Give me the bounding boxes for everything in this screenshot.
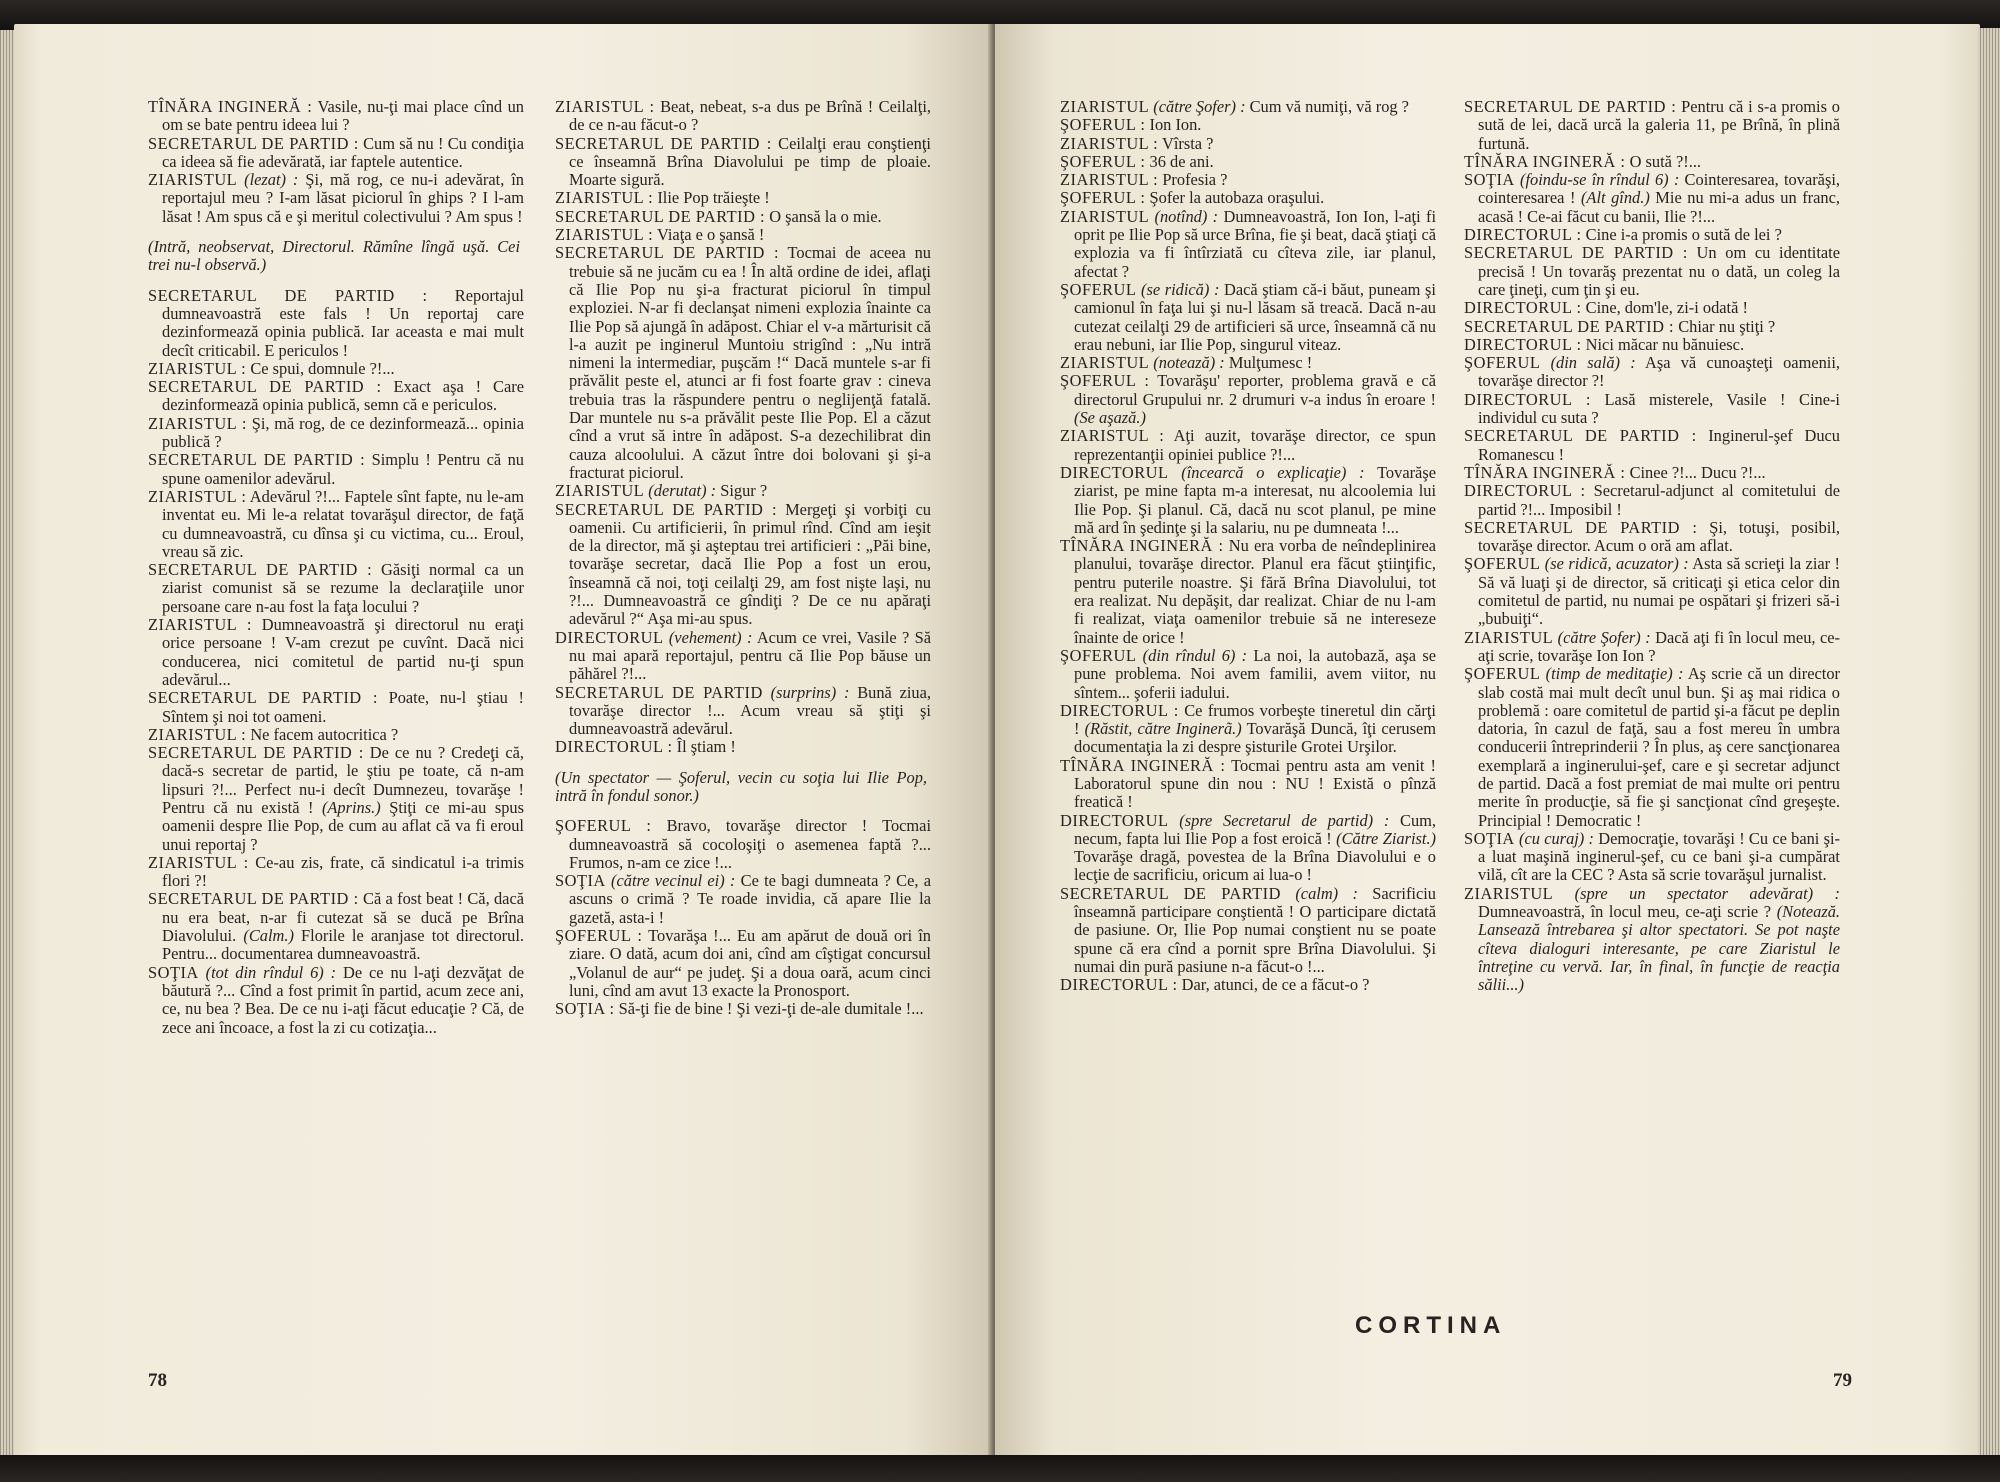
line-text: Tovarăşu' reporter, problema gravă e că directorul Grupului nr. 2 drumuri v-a indus în eroare ! (1074, 371, 1437, 409)
stage-note: (notează) : (1149, 353, 1225, 373)
line-text: Vasile, nu-ţi mai place cînd un om se bate pentru ideea lui ? (162, 97, 524, 135)
dialogue-line (148, 415, 524, 452)
dialogue-line (148, 744, 524, 854)
dialogue-line (1464, 519, 1840, 556)
stage-note: (se ridică, acuzator) : (1540, 554, 1689, 574)
speaker-name: ZIARISTUL (1060, 353, 1150, 373)
stage-note: (către vecinul ei) : (605, 871, 736, 891)
dialogue-line (555, 872, 931, 927)
line-text: Tocmai de aceea nu trebuie să ne jucăm cu ea ! În altă ordine de idei, aflaţi că Ilie Pop nu şi-a fracturat piciorul în timpul exploziei. N-ar fi declanşat nimeni explozia înainte ca Ilie Pop să ajungă în adăpost. Chiar el v-a mărturisit că l-a auzit pe inginerul Muntoiu strigînd : „Nu intră nimeni la intermediar, puşcăm !“ Dacă muntele s-ar fi prăvălit peste el, atunci ar fi fost foarte grav : cineva trebuia tras la răspundere pentru o neglijenţă fatală. Dar muntele nu s-a prăvălit peste Ilie Pop. El a căzut cînd a vrut să intre în adăpost. S-a dezechilibrat din cauza alcoolului. A căzut între doi bolovani şi şi-a fracturat piciorul. (569, 243, 931, 482)
speaker-name: ZIARISTUL : (148, 486, 247, 506)
line-text: Ce te bagi dumneata ? Ce, a ascuns o crimă ? Te roade invidia, că apare Ilie la gazetă, asta-i ! (569, 871, 931, 927)
line-text: Sacrificiu înseamnă participare conştientă ! O participare dictată de pasiune. Or, Ilie Pop numai conştient nu se poate spune că era cînd a pornit spre Brîna Diavolului. Şi numai din pură pasiune n-a făcut-o !... (1074, 883, 1437, 976)
stage-note: (către Şofer) : (1149, 97, 1246, 116)
stage-note: (Alt gînd.) (1575, 188, 1650, 208)
line-text: Beat, nebeat, s-a dus pe Brînă ! Ceilalţi, de ce n-au făcut-o ? (569, 97, 932, 135)
speaker-name: SECRETARUL DE PARTID : (1464, 426, 1697, 446)
stage-note: (tot din rîndul 6) : (198, 962, 337, 982)
dialogue-line (1060, 135, 1436, 153)
stage-note: (Aprins.) (313, 797, 381, 817)
speaker-name: SECRETARUL DE PARTID : (148, 377, 382, 397)
speaker-name: SECRETARUL DE PARTID (1060, 883, 1281, 903)
stage-direction: (Un spectator — Şoferul, vecin cu soţia lui Ilie Pop, intră în fondul sonor.) (555, 767, 927, 805)
page-number-right: 79 (1833, 1370, 1852, 1391)
line-text: Îl ştiam ! (672, 737, 736, 757)
dialogue-line (555, 135, 931, 190)
dialogue-line (1464, 226, 1840, 244)
speaker-name: ŞOFERUL (1060, 279, 1137, 299)
line-text: De ce nu l-aţi dezvăţat de băutură ?... Cînd a fost primit în partid, acum zece ani, ce, nu bea ? Bea. De ce nu i-aţi făcut educaţie ? Că, de zece ani încoace, a fost la zi cu cotizaţia... (162, 962, 524, 1037)
dialogue-line (555, 244, 931, 482)
stage-note: (Răstit, către Inginerã.) (1079, 719, 1242, 739)
line-text: Cum vă numiţi, vă rog ? (1245, 97, 1409, 116)
line-text: Ilie Pop trăieşte ! (653, 188, 770, 208)
speaker-name: DIRECTORUL : (1464, 389, 1591, 409)
dialogue-line (1060, 647, 1436, 702)
speaker-name: DIRECTORUL (1060, 462, 1169, 482)
dialogue-line (1464, 555, 1840, 628)
line-text: Şi, totuşi, posibil, tovarăşe director. Acum o oră am aflat. (1478, 517, 1840, 556)
stage-note: (surprins) : (762, 682, 850, 702)
dialogue-line (148, 726, 524, 744)
speaker-name: ZIARISTUL : (148, 724, 247, 744)
dialogue-line (1464, 153, 1840, 171)
stage-note: (încearcă o explicaţie) : (1168, 462, 1365, 482)
speaker-name: ZIARISTUL : (555, 97, 655, 116)
curtain-heading: CORTINA (1355, 1312, 1507, 1339)
line-text: Ştiţi ce mi-au spus oamenii despre Ilie Pop, de cum au aflat că va fi eroul unui reportaj ? (162, 797, 524, 854)
line-text: Tovarăşa !... Eu am apărut de două ori în ziare. O dată, acum doi ani, cînd am cîştigat concursul „Volanul de aur“ pe judeţ. Şi a doua oară, acum cinci luni, cînd am avut 13 exacte la Pronosport. (569, 926, 931, 1000)
speaker-name: SOŢIA (1464, 170, 1515, 190)
stage-note: (se ridică) : (1136, 279, 1220, 299)
speaker-name: ZIARISTUL : (1060, 426, 1165, 446)
line-text: Dumneavoastră, în locul meu, ce-aţi scrie ? (1478, 902, 1772, 922)
dialogue-line (148, 287, 524, 360)
speaker-name: ŞOFERUL : (1060, 371, 1150, 391)
speaker-name: SECRETARUL DE PARTID : (555, 243, 780, 263)
line-text: Tovarăşe dragă, povestea de la Brîna Diavolului e o lecţie de sacrificiu, oricum ai lua-o ! (1074, 847, 1436, 885)
dialogue-line (555, 482, 931, 500)
line-text: Inginerul-şef Ducu Romanescu ! (1478, 426, 1840, 464)
line-text: Şofer la autobaza oraşului. (1145, 188, 1325, 208)
dialogue-line (1060, 812, 1436, 885)
speaker-name: ZIARISTUL (1464, 883, 1554, 903)
line-text: Cointeresarea, tovarăşi, cointeresarea ! (1478, 170, 1840, 208)
stage-note: (spre Secretarul de partid) : (1168, 810, 1390, 830)
dialogue-line (1060, 372, 1436, 427)
line-text: Şi, mă rog, ce nu-i adevărat, în reportajul meu ? I-am lăsat piciorul în ghips ? I l-am lăsat ! Am spus că e şi meritul colectivului ? Am spus ! (162, 170, 524, 226)
speaker-name: DIRECTORUL : (1464, 481, 1586, 501)
speaker-name: DIRECTORUL (1060, 810, 1169, 830)
dialogue-line (1060, 153, 1436, 171)
line-text: Bravo, tovarăşe director ! Tocmai dumneavoastră să cocoloşiţi o asemenea faptă ?... Frumos, n-am ce zice !... (569, 816, 932, 872)
line-text: Poate, nu-l ştiau ! Sîntem şi noi tot oameni. (162, 688, 524, 726)
line-text: Mergeţi şi vorbiţi cu oamenii. Cu artificierii, în primul rînd. Cînd am ieşit de la director, mă şi aşteptau trei artificieri : „Păi bine, tovarăşe secretar, dacă Ilie Pop a fost un erou, înseamnă că noi, toţi ceilalţi 29, am fost nişte laşi, nu ?!... Dumneavoastră ce gîndiţi ? De ce nu apăraţi adevărul ?“ Aşa mi-au spus. (569, 499, 931, 629)
line-text: Aş scrie că un director slab costă mai mult decît unul bun. Şi aş mai ridica o problemă : oare comitetul de partid şi-a făcut pe deplin datoria, în cazul de faţă, sau a fost mereu în umbra conducerii întreprinderii ? În plus, aş cere sancţionarea exemplară a inginerului-şef, care e şi secretar adjunct de partid. Dacă a fost premiat de mai multe ori pentru merite în producţie, să fie şi sancţionat cînd greşeşte. Principial ! Democratic ! (1478, 664, 1840, 830)
dialogue-line (148, 689, 524, 726)
dialogue-line (1464, 244, 1840, 299)
stage-note: (derutat) : (644, 481, 717, 501)
dialogue-line (1464, 427, 1840, 464)
speaker-name: SECRETARUL DE PARTID : (1464, 243, 1688, 263)
dialogue-line (148, 616, 524, 689)
line-text: De ce nu ? Credeţi că, dacă-s secretar de partid, le ştiu pe toate, că n-am lipsuri ?!... Perfect nu-i decît Dumnezeu, tovarăşe ! Pentru că nu există ! (162, 743, 524, 817)
line-text: Simplu ! Pentru că nu spune oamenilor adevărul. (162, 450, 524, 488)
speaker-name: DIRECTORUL : (1464, 334, 1582, 354)
line-text: Găsiţi normal ca un ziarist comunist să se rezume la declaraţiile unor persoane care n-au fost la faţa locului ? (162, 560, 524, 616)
dialogue-line (555, 208, 931, 226)
line-text: Că a fost beat ! Că, dacă nu era beat, n-ar fi cutezat să se ducă pe Brîna Diavolului. (162, 889, 524, 946)
dialogue-line (1464, 299, 1840, 317)
dialogue-line (148, 451, 524, 488)
dialogue-line (1060, 757, 1436, 812)
speaker-name: ZIARISTUL : (555, 225, 654, 245)
dialogue-line (1060, 537, 1436, 647)
line-text: Democraţie, tovarăşi ! Cu ce bani şi-a luat maşină inginerul-şef, cu ce bani şi-a cumpărat vilă, cît are la CEC ? Asta să scrie tovarăşul jurnalist. (1478, 828, 1840, 885)
dialogue-line (1060, 208, 1436, 281)
line-text: Cinee ?!... Ducu ?!... (1625, 462, 1766, 482)
stage-note: (către Şofer) : (1553, 627, 1651, 647)
dialogue-line (555, 817, 931, 872)
dialogue-line (555, 684, 931, 739)
speaker-name: ŞOFERUL : (1060, 151, 1146, 171)
left-column-1 (148, 98, 524, 1037)
dialogue-line (148, 135, 524, 172)
speaker-name: SECRETARUL DE PARTID : (555, 499, 778, 519)
stage-note: (Calm.) (236, 926, 294, 946)
line-text: Şi, mă rog, de ce dezinformează... opinia publică ? (162, 413, 524, 452)
speaker-name: ZIARISTUL (1464, 627, 1554, 647)
line-text: Aţi auzit, tovarăşe director, ce spun reprezentanţii opiniei publice ?!... (1074, 426, 1437, 464)
dialogue-line (1060, 189, 1436, 207)
dialogue-line (1464, 830, 1840, 885)
line-text: Dumneavoastră şi directorul nu eraţi orice persoane ! V-am crezut pe cuvînt. Dacă nici conducerea, nici comitetul de partid nu-ţi spun adevărul... (162, 615, 525, 689)
speaker-name: ŞOFERUL (1464, 353, 1541, 373)
dialogue-line (148, 488, 524, 561)
speaker-name: DIRECTORUL : (1060, 975, 1178, 995)
dialogue-line (1060, 885, 1436, 976)
line-text: Ce frumos vorbeşte tineretul din cărţi ! (1074, 700, 1436, 739)
left-page (14, 24, 992, 1464)
dialogue-line (148, 890, 524, 963)
page-edges-left (0, 28, 14, 1458)
stage-note: (spre un spectator adevărat) : (1553, 883, 1840, 903)
line-text: Reportajul dumneavoastră este fals ! Un reportaj care dezinformează opinia publică. Iar aceasta e mai mult decît criticabil. E periculos ! (162, 285, 524, 360)
line-text: Secretarul-adjunct al comitetului de partid ?!... Imposibil ! (1478, 481, 1840, 519)
speaker-name: ŞOFERUL : (1060, 188, 1146, 208)
stage-note: (Către Ziarist.) (1331, 828, 1437, 848)
line-text: Tovarăşă Duncă, îţi cerusem documentaţia la zi despre şisturile Grotei Urşilor. (1074, 719, 1437, 757)
dialogue-line (1060, 281, 1436, 354)
dialogue-line (1060, 116, 1436, 134)
line-text: Să-ţi fie de bine ! Şi vezi-ţi de-ale dumitale !... (614, 999, 924, 1019)
line-text: Nici măcar nu bănuiesc. (1581, 334, 1745, 354)
speaker-name: ŞOFERUL (1060, 645, 1137, 665)
dialogue-line (1060, 171, 1436, 189)
stage-note: (vehement) : (663, 627, 753, 647)
dialogue-line (1464, 665, 1840, 830)
line-text: Ceilalţi erau conştienţi ce înseamnă Brîna Diavolului pe timp de ploaie. Moarte sigură. (569, 133, 931, 190)
dialogue-line (555, 1000, 931, 1018)
dialogue-line (555, 629, 931, 684)
speaker-name: TÎNĂRA INGINERĂ : (1060, 755, 1226, 775)
dialogue-line (1464, 464, 1840, 482)
dialogue-line (555, 98, 931, 135)
speaker-name: SECRETARUL DE PARTID : (1464, 97, 1677, 116)
dialogue-line (555, 189, 931, 207)
speaker-name: ŞOFERUL : (1060, 115, 1146, 135)
stage-note: (notînd) : (1149, 206, 1219, 226)
stage-note: (din sală) : (1540, 353, 1636, 373)
stage-note: (din rîndul 6) : (1136, 645, 1248, 665)
speaker-name: SOŢIA (555, 871, 606, 891)
speaker-name: SECRETARUL DE PARTID : (1464, 316, 1675, 336)
speaker-name: SECRETARUL DE PARTID (555, 682, 763, 702)
dialogue-line (1464, 171, 1840, 226)
line-text: Ce spui, domnule ?!... (246, 358, 395, 378)
line-text: Dumneavoastră, Ion Ion, l-aţi fi oprit pe Ilie Pop să urce Brîna, fie şi beat, dacă ştiaţi că explozia va fi întîrziată cu cîteva zile, iar planul, afectat ? (1074, 206, 1436, 281)
line-text: Dacă ştiam că-i băut, puneam şi camionul în faţa lui şi nu-l lăsam să treacă. Dacă n-au cutezat ceilalţi 29 de artificieri să urce, înseamnă că nu erau nebuni, iar Ilie Pop, singurul viteaz. (1074, 279, 1436, 354)
dialogue-line (148, 378, 524, 415)
line-text: Cum, necum, fapta lui Ilie Pop a fost eroică ! (1074, 810, 1436, 848)
speaker-name: ŞOFERUL : (555, 926, 643, 946)
stage-direction: (Intră, neobservat, Directorul. Rămîne lîngă uşă. Cei trei nu-l observă.) (148, 237, 520, 275)
line-text: La noi, la autobază, aşa se pune problema. Noi avem familii, avem viitor, nu sîntem... şoferii iadului. (1074, 645, 1436, 702)
speaker-name: DIRECTORUL (555, 627, 664, 647)
line-text: Chiar nu ştiţi ? (1674, 316, 1776, 336)
speaker-name: ŞOFERUL (1464, 664, 1541, 684)
left-column-2 (555, 98, 931, 1019)
speaker-name: TÎNĂRA INGINERĂ : (1060, 536, 1224, 556)
speaker-name: SOŢIA (1464, 828, 1515, 848)
speaker-name: ZIARISTUL (555, 481, 645, 501)
dialogue-line (555, 226, 931, 244)
dialogue-line (1464, 482, 1840, 519)
dialogue-line (148, 171, 524, 226)
stage-note: (Notează. Lansează întrebarea şi altor spectatori. Se pot naşte cîteva dialoguri interesante, pe care Ziaristul le întreţine cu vervă. Iar, în final, în funcţie de reacţia sălii...) (1478, 902, 1840, 995)
speaker-name: DIRECTORUL : (555, 737, 673, 757)
speaker-name: SECRETARUL DE PARTID : (148, 743, 364, 763)
speaker-name: SOŢIA : (555, 999, 615, 1019)
speaker-name: SECRETARUL DE PARTID : (1464, 517, 1698, 537)
dialogue-line (1464, 885, 1840, 995)
dialogue-line (555, 927, 931, 1000)
line-text: Bună ziua, tovarăşe director !... Acum vreau să ştiţi şi dumneavoastră adevărul. (569, 682, 931, 739)
dialogue-line (148, 964, 524, 1037)
speaker-name: DIRECTORUL : (1464, 298, 1582, 318)
dialogue-line (1060, 354, 1436, 372)
line-text: Vîrsta ? (1158, 133, 1214, 153)
line-text: Profesia ? (1158, 170, 1228, 190)
right-column-1 (1060, 98, 1436, 995)
speaker-name: DIRECTORUL : (1464, 225, 1582, 245)
dialogue-line (1060, 976, 1436, 994)
dialogue-line (555, 501, 931, 629)
speaker-name: SECRETARUL DE PARTID : (148, 560, 373, 580)
speaker-name: ZIARISTUL (1060, 97, 1150, 116)
stage-note: (Se aşază.) (1074, 408, 1146, 428)
stage-note: (cu curaj) : (1514, 828, 1594, 848)
line-text: Dar, atunci, de ce a făcut-o ? (1177, 975, 1370, 995)
line-text: Mie nu mi-a adus un franc, acasă ! Ce-ai făcut cu banii, Ilie ?!... (1478, 188, 1840, 226)
dialogue-line (1464, 629, 1840, 666)
speaker-name: ZIARISTUL (148, 170, 238, 190)
dialogue-line (148, 98, 524, 135)
speaker-name: ZIARISTUL : (1060, 170, 1159, 190)
page-number-left: 78 (148, 1370, 167, 1391)
dialogue-line (1060, 464, 1436, 537)
speaker-name: ZIARISTUL : (148, 615, 252, 635)
line-text: Mulţumesc ! (1224, 353, 1313, 373)
speaker-name: TÎNĂRA INGINERĂ : (148, 97, 313, 116)
line-text: Sigur ? (716, 481, 768, 501)
line-text: Un om cu identitate precisă ! Un tovarăş prezentat nu o dată, un coleg la care ţineţi, cum ţin şi eu. (1478, 243, 1840, 299)
dialogue-line (148, 854, 524, 891)
speaker-name: TÎNĂRA INGINERĂ : (1464, 151, 1626, 171)
line-text: Asta să scrieţi la ziar ! Să vă luaţi şi de director, să criticaţi şi etica celor din comitetul de partid, nu numai pe ospătari şi frizeri să-i „bubuiţi“. (1478, 554, 1840, 629)
speaker-name: ZIARISTUL : (148, 852, 249, 872)
speaker-name: ZIARISTUL (1060, 206, 1150, 226)
right-page (995, 24, 1980, 1464)
line-text: Exact aşa ! Care dezinformează opinia publică, semn că e periculos. (162, 377, 524, 415)
speaker-name: ZIARISTUL : (1060, 133, 1159, 153)
line-text: Pentru că i s-a promis o sută de lei, dacă urcă la galeria 11, pe Brînă, în plină furtună. (1478, 97, 1840, 153)
dialogue-line (1464, 98, 1840, 153)
line-text: Cum să nu ! Cu condiţia ca ideea să fie adevărată, iar faptele autentice. (162, 133, 524, 171)
page-edges-right (1978, 28, 2000, 1458)
dialogue-line (555, 738, 931, 756)
stage-note: (calm) : (1280, 883, 1358, 903)
line-text: Viaţa e o şansă ! (653, 225, 765, 245)
stage-note: (lezat) : (237, 170, 299, 190)
line-text: Ne facem autocritica ? (246, 724, 399, 744)
line-text: Acum ce vrei, Vasile ? Să nu mai apară reportajul, pentru că Ilie Pop băuse un păhărel ?!... (569, 627, 931, 684)
speaker-name: SECRETARUL DE PARTID : (148, 688, 378, 708)
stage-note: (timp de meditaţie) : (1540, 664, 1684, 684)
line-text: Cine i-a promis o sută de lei ? (1581, 225, 1782, 245)
line-text: Aşa vă cunoaşteţi oamenii, tovarăşe director ?! (1478, 353, 1841, 391)
dialogue-line (148, 360, 524, 378)
line-text: Adevărul ?!... Faptele sînt fapte, nu le-am inventat eu. Mi le-a relatat tovarăşul director, de faţă cu dumneavoastră, cu dînsa şi cu victima, cu... Eroul, vreau să zic. (162, 486, 524, 561)
line-text: Florile le aranjase tot directorul. Pentru... documentarea dumneavoastră. (162, 926, 524, 964)
line-text: O sută ?!... (1625, 151, 1702, 171)
dialogue-line (1060, 98, 1436, 116)
dialogue-line (148, 561, 524, 616)
speaker-name: ZIARISTUL : (555, 188, 654, 208)
speaker-name: DIRECTORUL : (1060, 700, 1179, 720)
speaker-name: SECRETARUL DE PARTID : (148, 889, 359, 909)
dialogue-line (1464, 318, 1840, 336)
speaker-name: ZIARISTUL : (148, 413, 247, 433)
speaker-name: ŞOFERUL (1464, 554, 1541, 574)
speaker-name: SECRETARUL DE PARTID : (148, 133, 359, 153)
line-text: Nu era vorba de neîndeplinirea planului, tovarăşe director. Planul era făcut ştiinţific, pentru puterile noastre. Şi fără Brîna Diavolului, tot era realizat. Nu depăşit, dar realizat. Chiar de nu l-am fi realizat, viaţa oamenilor trebuie să ne intereseze înainte de orice ! (1074, 536, 1437, 647)
speaker-name: SECRETARUL DE PARTID : (148, 450, 366, 470)
line-text: Ce-au zis, frate, că sindicatul i-a trimis flori ?! (162, 852, 524, 891)
line-text: Tocmai pentru asta am venit ! Laboratorul spune din nou : NU ! Există o pînză freatică ! (1074, 755, 1436, 812)
dialogue-line (1464, 336, 1840, 354)
dialogue-line (1060, 702, 1436, 757)
dialogue-line (1464, 354, 1840, 391)
book-binding-bottom (0, 1455, 2000, 1482)
line-text: Tovarăşe ziarist, pe mine fapta m-a interesat, nu alcoolemia lui Ilie Pop. Şi planul. Că, dacă nu scot planul, pe mine mă ard în şedinţe şi la salariu, nu pe dumneata !... (1074, 462, 1436, 537)
speaker-name: SECRETARUL DE PARTID : (148, 285, 428, 305)
dialogue-line (1464, 391, 1840, 428)
line-text: 36 de ani. (1145, 151, 1214, 171)
speaker-name: ZIARISTUL : (148, 358, 247, 378)
speaker-name: SECRETARUL DE PARTID : (555, 133, 772, 153)
speaker-name: SECRETARUL DE PARTID : (555, 206, 766, 226)
speaker-name: TÎNĂRA INGINERĂ : (1464, 462, 1626, 482)
line-text: Cine, dom'le, zi-i odată ! (1581, 298, 1748, 318)
line-text: Ion Ion. (1145, 115, 1202, 135)
line-text: Dacă aţi fi în locul meu, ce-aţi scrie, tovarăşe Ion Ion ? (1478, 627, 1840, 665)
speaker-name: SOŢIA (148, 962, 199, 982)
stage-note: (foindu-se în rîndul 6) : (1514, 170, 1680, 190)
dialogue-line (1060, 427, 1436, 464)
line-text: Lasă misterele, Vasile ! Cine-i individul cu suta ? (1478, 389, 1840, 428)
right-column-2 (1464, 98, 1840, 995)
line-text: O şansă la o mie. (765, 206, 882, 226)
speaker-name: ŞOFERUL : (555, 816, 652, 836)
